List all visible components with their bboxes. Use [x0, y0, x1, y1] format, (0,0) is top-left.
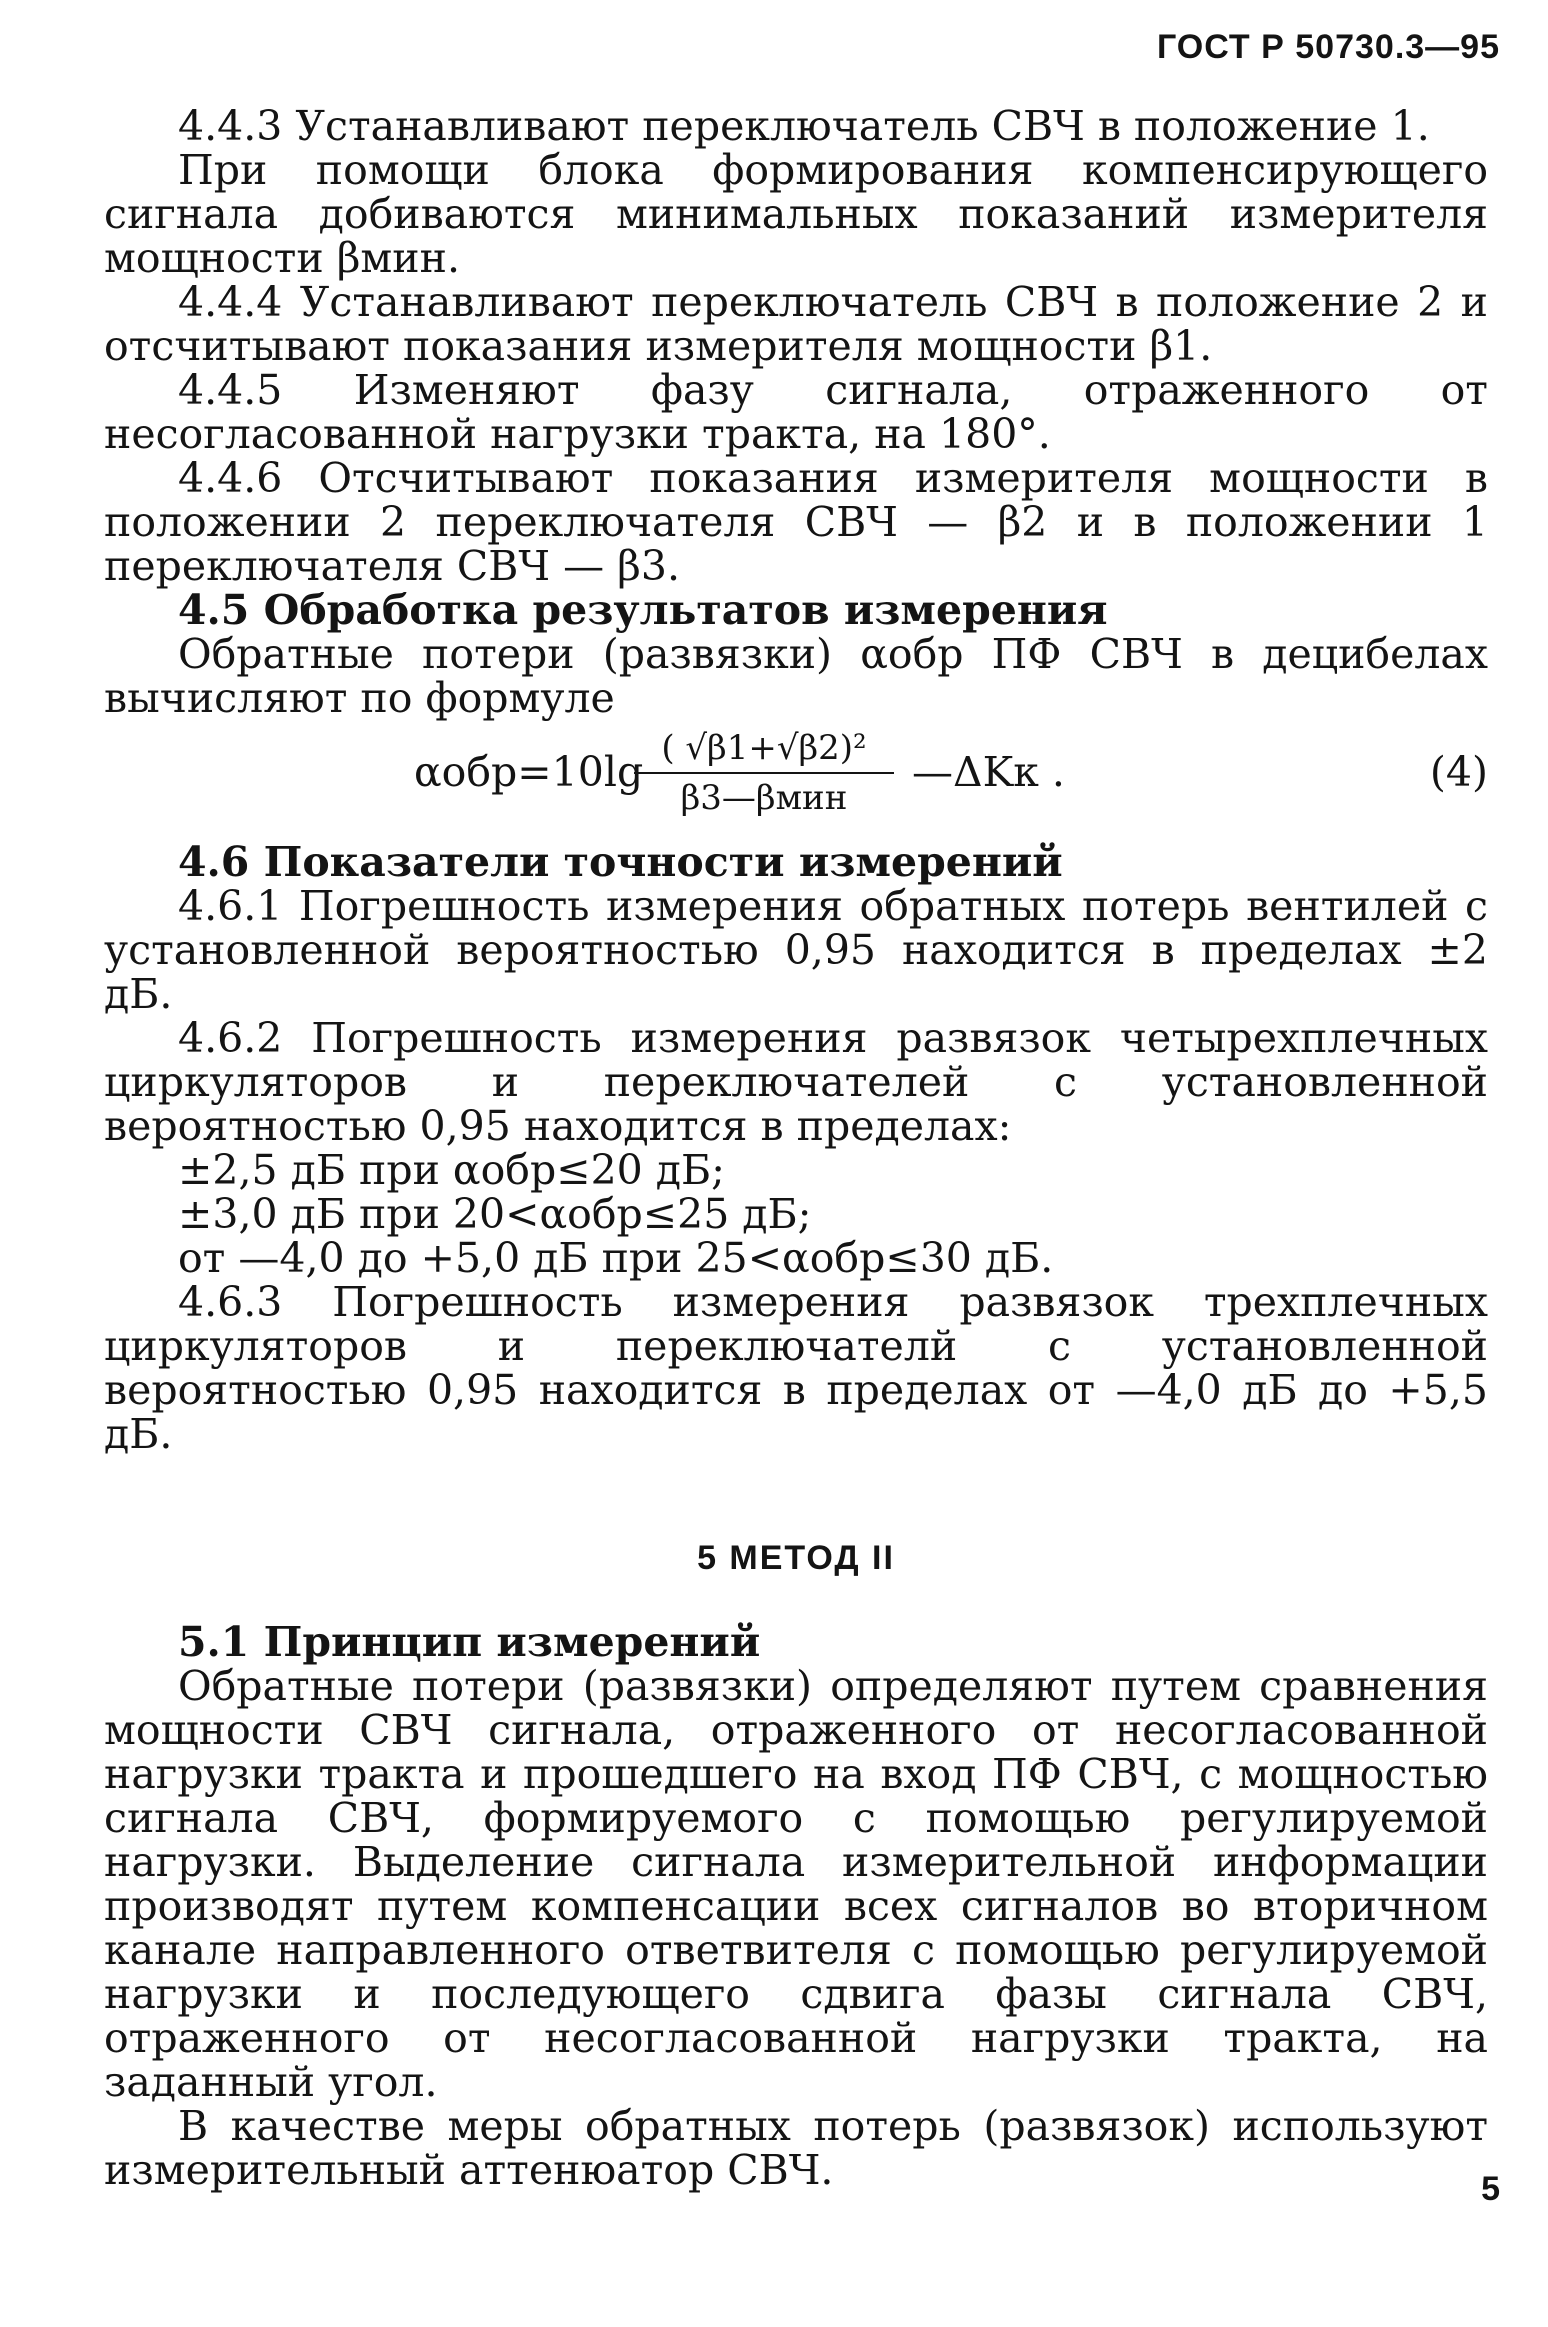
document-body [104, 104, 1488, 2192]
formula-lhs: αобр=10lg [414, 748, 644, 796]
paragraph-4-4-4: 4.4.4 Устанавливают переключатель СВЧ в положение 2 и отсчитывают показания измерителя мощности β1. [104, 278, 1488, 370]
paragraph-4-6-1: 4.6.1 Погрешность измерения обратных потерь вентилей с установленной вероятностью 0,95 находится в пределах ±2 дБ. [104, 882, 1488, 1018]
formula-rhs: —ΔKк . [912, 748, 1065, 796]
list-item: от —4,0 до +5,0 дБ при 25<αобр≤30 дБ. [178, 1234, 1054, 1282]
formula-4 [104, 726, 1488, 830]
heading-5-1: 5.1 Принцип измерений [178, 1618, 761, 1666]
formula-denominator: β3—βмин [680, 778, 848, 818]
list-item: ±2,5 дБ при αобр≤20 дБ; [178, 1146, 725, 1194]
paragraph-4-4-5: 4.4.5 Изменяют фазу сигнала, отраженного от несогласованной нагрузки тракта, на 180°. [104, 366, 1488, 458]
paragraph-5-1-cont: В качестве меры обратных потерь (развязок) используют измерительный аттенюатор СВЧ. [104, 2102, 1488, 2194]
paragraph-4-5: Обратные потери (развязки) αобр ПФ СВЧ в децибелах вычисляют по формуле [104, 630, 1488, 722]
paragraph-5-1: Обратные потери (развязки) определяют путем сравнения мощности СВЧ сигнала, отраженного от несогласованной нагрузки тракта и прошедшего на вход ПФ СВЧ, с мощностью сигнала СВЧ, формируемого с помощью регулируемой нагрузки. Выделение сигнала измерительной информации производят путем компенсации всех сигналов во вторичном канале направленного ответвителя с помощью регулируемой нагрузки и последующего сдвига фазы сигнала СВЧ, отраженного от несогласованной нагрузки тракта, на заданный угол. [104, 1662, 1488, 2106]
document-header: ГОСТ Р 50730.3—95 [1156, 28, 1500, 66]
formula-fraction [634, 726, 894, 820]
paragraph-4-6-2: 4.6.2 Погрешность измерения развязок четырехплечных циркуляторов и переключателей с установленной вероятностью 0,95 находится в пределах: [104, 1014, 1488, 1150]
paragraph-4-4-3-cont: При помощи блока формирования компенсирующего сигнала добиваются минимальных показаний измерителя мощности βмин. [104, 146, 1488, 282]
heading-4-6: 4.6 Показатели точности измерений [178, 838, 1063, 886]
heading-4-5: 4.5 Обработка результатов измерения [178, 586, 1108, 634]
formula-numerator: ( √β1+√β2)² [634, 726, 894, 774]
formula-number: (4) [1429, 748, 1488, 796]
paragraph-4-4-6: 4.4.6 Отсчитывают показания измерителя мощности в положении 2 переключателя СВЧ — β2 и в положении 1 переключателя СВЧ — β3. [104, 454, 1488, 590]
page-number: 5 [1481, 2170, 1500, 2208]
list-item: ±3,0 дБ при 20<αобр≤25 дБ; [178, 1190, 812, 1238]
paragraph-4-6-3: 4.6.3 Погрешность измерения развязок трехплечных циркуляторов и переключателй с установленной вероятностью 0,95 находится в пределах от —4,0 дБ до +5,5 дБ. [104, 1278, 1488, 1458]
section-5-title: 5 МЕТОД II [697, 1539, 895, 1577]
paragraph-4-4-3: 4.4.3 Устанавливают переключатель СВЧ в положение 1. [178, 102, 1430, 150]
